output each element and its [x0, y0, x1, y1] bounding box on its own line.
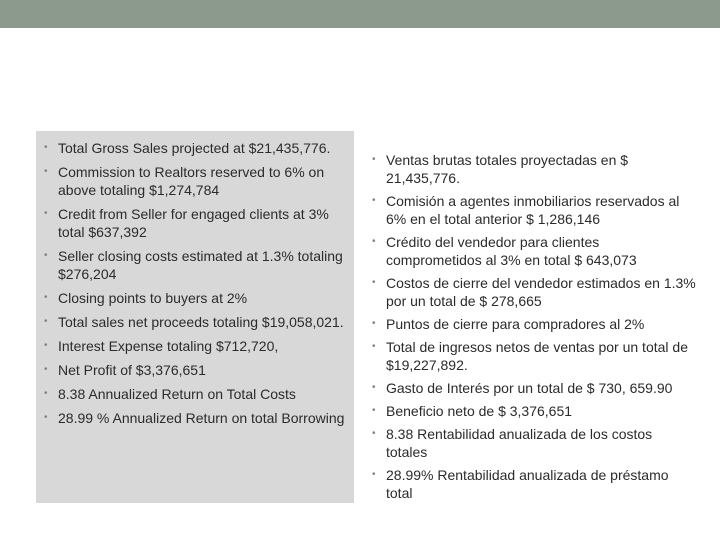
bullet-icon: • — [372, 405, 376, 416]
bullet-item-net-profit: • Net Profit of $3,376,651 — [44, 362, 206, 378]
bullet-icon: • — [372, 469, 376, 480]
bullet-icon: • — [44, 412, 48, 423]
bullet-icon: • — [372, 382, 376, 393]
bullet-icon: • — [372, 428, 376, 439]
bullet-item-rentabilidad-prestamo: • 28.99% Rentabilidad anualizada de préstamo total — [372, 467, 669, 501]
bullet-item-rentabilidad-costos: • 8.38 Rentabilidad anualizada de los costos totales — [372, 426, 653, 460]
bullet-icon: • — [44, 142, 48, 153]
bullet-item-interest-expense: • Interest Expense totaling $712,720, — [44, 338, 279, 354]
bullet-item-costos-cierre: • Costos de cierre del vendedor estimados en 1.3% por un total de $ 278,665 — [372, 275, 696, 309]
bullet-item-credito-vendedor: • Crédito del vendedor para clientes comprometidos al 3% en total $ 643,073 — [372, 234, 637, 268]
bullet-icon: • — [44, 250, 48, 261]
bullet-icon: • — [44, 208, 48, 219]
spanish-bullet-list — [372, 151, 696, 507]
bullet-icon: • — [44, 364, 48, 375]
bullet-icon: • — [372, 154, 376, 165]
bullet-item-gasto-interes: • Gasto de Interés por un total de $ 730, 659.90 — [372, 380, 673, 396]
top-accent-band — [0, 0, 720, 28]
bullet-item-closing-costs: • Seller closing costs estimated at 1.3% totaling $276,204 — [44, 248, 343, 282]
bullet-icon: • — [372, 236, 376, 247]
bullet-item-net-proceeds: • Total sales net proceeds totaling $19,058,021. — [44, 314, 344, 330]
bullet-icon: • — [44, 316, 48, 327]
bullet-icon: • — [44, 292, 48, 303]
bullet-item-puntos-cierre: • Puntos de cierre para compradores al 2% — [372, 316, 645, 332]
bullet-item-ingresos-netos: • Total de ingresos netos de ventas por un total de $19,227,892. — [372, 339, 688, 373]
bullet-icon: • — [44, 388, 48, 399]
bullet-item-gross-sales: • Total Gross Sales projected at $21,435,776. — [44, 140, 331, 156]
bullet-icon: • — [372, 277, 376, 288]
bullet-item-closing-points: • Closing points to buyers at 2% — [44, 290, 248, 306]
bullet-icon: • — [44, 340, 48, 351]
bullet-icon: • — [44, 166, 48, 177]
bullet-icon: • — [372, 318, 376, 329]
bullet-item-return-borrowing: • 28.99 % Annualized Return on total Borrowing — [44, 410, 345, 426]
bullet-item-commission: • Commission to Realtors reserved to 6% on above totaling $1,274,784 — [44, 164, 325, 198]
bullet-item-seller-credit: • Credit from Seller for engaged clients at 3% total $637,392 — [44, 206, 329, 240]
bullet-item-return-costs: • 8.38 Annualized Return on Total Costs — [44, 386, 296, 402]
bullet-item-comision: • Comisión a agentes inmobiliarios reservados al 6% en el total anterior $ 1,286,146 — [372, 193, 680, 227]
english-bullet-list — [44, 139, 350, 433]
bullet-icon: • — [372, 341, 376, 352]
bullet-item-beneficio-neto: • Beneficio neto de $ 3,376,651 — [372, 403, 573, 419]
bullet-icon: • — [372, 195, 376, 206]
bullet-item-ventas-brutas: • Ventas brutas totales proyectadas en $ 21,435,776. — [372, 152, 629, 186]
